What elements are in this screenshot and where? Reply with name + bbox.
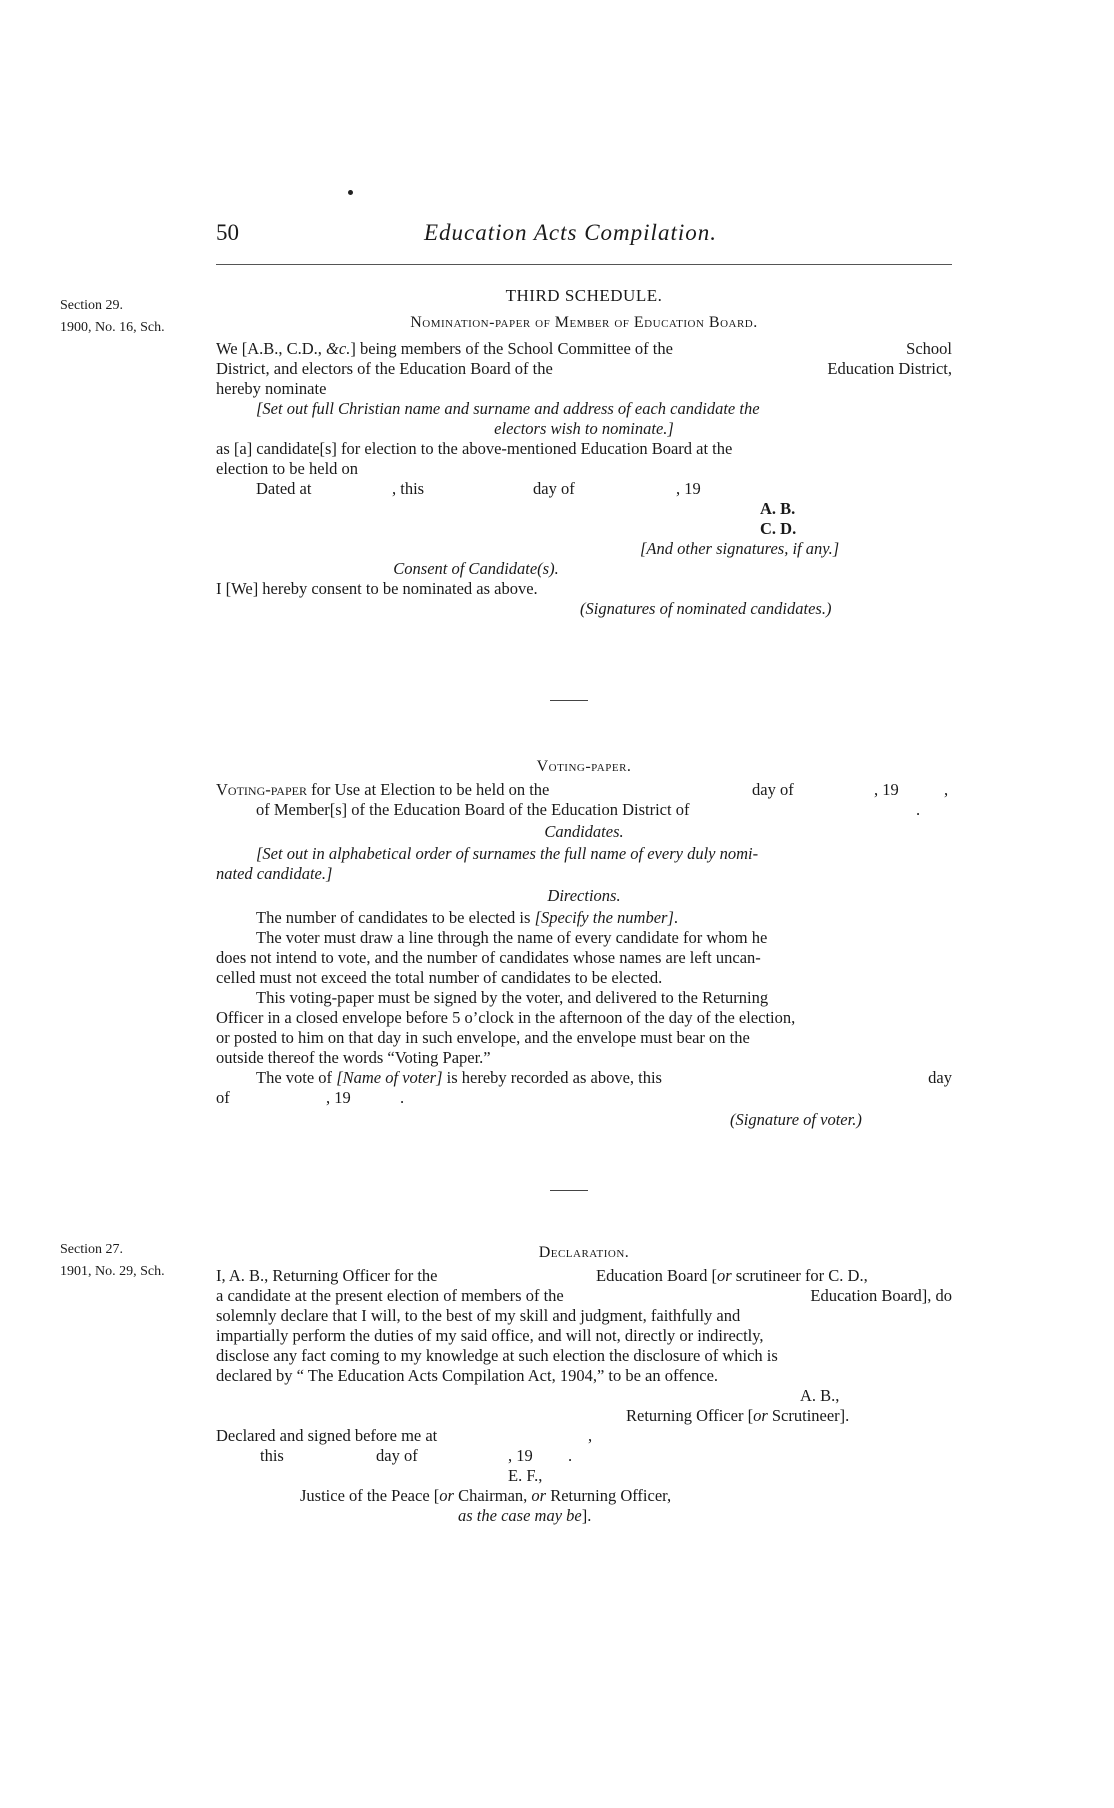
signature-ab: A. B. bbox=[760, 499, 796, 518]
voting-instruction-1: [Set out in alphabetical order of surnames the full name of every duly nomi- bbox=[256, 844, 759, 863]
declaration-line-4: impartially perform the duties of my said office, and will not, directly or indirectly, bbox=[216, 1326, 764, 1345]
direction-4-line-2 bbox=[216, 1088, 952, 1108]
text: as the case may be bbox=[458, 1506, 582, 1525]
text: . bbox=[568, 1446, 573, 1465]
text: of bbox=[216, 1088, 230, 1107]
signature-cd: C. D. bbox=[760, 519, 797, 538]
text: for Use at Election to be held on the bbox=[311, 780, 550, 799]
direction-2-line-1: The voter must draw a line through the name of every candidate for whom he bbox=[256, 928, 768, 947]
text: , bbox=[588, 1426, 593, 1445]
text: of Member[s] of the Education Board of the Education District of bbox=[256, 800, 690, 819]
nomination-line-3: hereby nominate bbox=[216, 379, 327, 398]
schedule-title: THIRD SCHEDULE. bbox=[505, 286, 663, 305]
text: Justice of the Peace [ bbox=[300, 1486, 440, 1505]
text: Education Board], do bbox=[810, 1286, 952, 1305]
text: . bbox=[916, 800, 921, 819]
text: Returning Officer, bbox=[550, 1486, 672, 1505]
signature-ef: E. F., bbox=[508, 1466, 543, 1485]
declaration-signature-ab: A. B., bbox=[800, 1386, 840, 1405]
declaration-line-1 bbox=[216, 1266, 952, 1286]
running-title: Education Acts Compilation. bbox=[424, 220, 717, 245]
voting-line-1 bbox=[216, 780, 952, 800]
justice-line-2 bbox=[458, 1506, 758, 1526]
text: Voting-paper bbox=[216, 780, 307, 799]
consent-heading: Consent of Candidate(s). bbox=[393, 559, 559, 578]
direction-2-line-2: does not intend to vote, and the number of candidates whose names are left uncan- bbox=[216, 948, 761, 967]
margin-note-act-1900: 1900, No. 16, Sch. bbox=[60, 320, 165, 335]
text: day of bbox=[752, 780, 794, 799]
text: day of bbox=[533, 479, 575, 498]
text: ]. bbox=[581, 1506, 592, 1525]
text: a candidate at the present election of members of the bbox=[216, 1286, 564, 1305]
schedule-subtitle: Nomination-paper of Member of Education Board. bbox=[410, 314, 758, 331]
text: , 19 bbox=[508, 1446, 533, 1465]
text: School bbox=[906, 339, 952, 358]
direction-4-line-1 bbox=[216, 1068, 952, 1088]
text: Education District, bbox=[827, 359, 952, 378]
declaration-line-2 bbox=[216, 1286, 952, 1306]
text: this bbox=[260, 1446, 284, 1465]
direction-3-line-2: Officer in a closed envelope before 5 o’clock in the afternoon of the day of the election, bbox=[216, 1008, 796, 1027]
text: &c. bbox=[326, 339, 351, 358]
text: [Name of voter] bbox=[336, 1068, 443, 1087]
text: or bbox=[439, 1486, 454, 1505]
voter-signature: (Signature of voter.) bbox=[730, 1110, 862, 1129]
margin-note-section-27: Section 27. bbox=[60, 1242, 123, 1257]
margin-note-section-29: Section 29. bbox=[60, 298, 123, 313]
directions-heading: Directions. bbox=[547, 886, 621, 905]
text: The number of candidates to be elected is bbox=[256, 908, 531, 927]
declaration-line-5: disclose any fact coming to my knowledge at such election the disclosure of which is bbox=[216, 1346, 778, 1365]
text: is hereby recorded as above, this bbox=[446, 1068, 662, 1087]
text: Dated at bbox=[256, 479, 312, 498]
text: Returning Officer [ bbox=[626, 1406, 754, 1425]
direction-2-line-3: celled must not exceed the total number of candidates to be elected. bbox=[216, 968, 663, 987]
text: The vote of bbox=[256, 1068, 333, 1087]
text: Declared and signed before me at bbox=[216, 1426, 438, 1445]
voting-instruction-2: nated candidate.] bbox=[216, 864, 333, 883]
nomination-instruction-1: [Set out full Christian name and surname and address of each candidate the bbox=[256, 399, 760, 418]
nomination-line-1 bbox=[216, 339, 952, 359]
declared-line-1 bbox=[216, 1426, 952, 1446]
text: , this bbox=[392, 479, 425, 498]
stray-mark bbox=[348, 190, 353, 195]
margin-note-act-1901: 1901, No. 29, Sch. bbox=[60, 1264, 165, 1279]
direction-1 bbox=[256, 908, 952, 928]
text: or bbox=[531, 1486, 547, 1505]
page-number: 50 bbox=[216, 220, 239, 245]
text: I, A. B., Returning Officer for the bbox=[216, 1266, 438, 1285]
justice-line-1 bbox=[300, 1486, 820, 1506]
text: day of bbox=[376, 1446, 418, 1465]
other-signatures: [And other signatures, if any.] bbox=[640, 539, 840, 558]
text: . bbox=[400, 1088, 405, 1107]
text: , 19 bbox=[326, 1088, 351, 1107]
declaration-line-6: declared by “ The Education Acts Compilation Act, 1904,” to be an offence. bbox=[216, 1366, 719, 1385]
section-divider bbox=[550, 700, 588, 701]
text: , 19 bbox=[676, 479, 701, 498]
declaration-heading: Declaration. bbox=[538, 1244, 630, 1261]
nomination-instruction-2: electors wish to nominate.] bbox=[494, 419, 674, 438]
text: Scrutineer]. bbox=[771, 1406, 850, 1425]
direction-3-line-1: This voting-paper must be signed by the voter, and delivered to the Returning bbox=[256, 988, 769, 1007]
text: District, and electors of the Education Board of the bbox=[216, 359, 553, 378]
text: day bbox=[928, 1068, 952, 1087]
candidates-heading: Candidates. bbox=[544, 822, 624, 841]
voting-paper-heading: Voting-paper. bbox=[536, 758, 632, 775]
text: . bbox=[673, 908, 678, 927]
direction-3-line-4: outside thereof the words “Voting Paper.” bbox=[216, 1048, 491, 1067]
text: , bbox=[944, 780, 949, 799]
declaration-line-3: solemnly declare that I will, to the best of my skill and judgment, faithfully and bbox=[216, 1306, 741, 1325]
text: Chairman, bbox=[458, 1486, 528, 1505]
nomination-line-2 bbox=[216, 359, 952, 379]
text: , 19 bbox=[874, 780, 899, 799]
text: [Specify the number] bbox=[534, 908, 674, 927]
text: Education Board [or scrutineer for C. D., bbox=[596, 1266, 868, 1285]
direction-3-line-3: or posted to him on that day in such envelope, and the envelope must bear on the bbox=[216, 1028, 750, 1047]
text: or bbox=[753, 1406, 768, 1425]
consent-text: I [We] hereby consent to be nominated as above. bbox=[216, 579, 538, 598]
text: ] being members of the School Committee of the bbox=[350, 339, 673, 358]
section-divider bbox=[550, 1190, 588, 1191]
nomination-line-4: as [a] candidate[s] for election to the above-mentioned Education Board at the bbox=[216, 439, 733, 458]
text: We [A.B., C.D., bbox=[216, 339, 322, 358]
nomination-line-5: election to be held on bbox=[216, 459, 359, 478]
declaration-signature-title bbox=[626, 1406, 946, 1426]
voting-line-2 bbox=[216, 800, 952, 820]
header-rule bbox=[216, 264, 952, 265]
consent-signatures: (Signatures of nominated candidates.) bbox=[580, 599, 832, 618]
